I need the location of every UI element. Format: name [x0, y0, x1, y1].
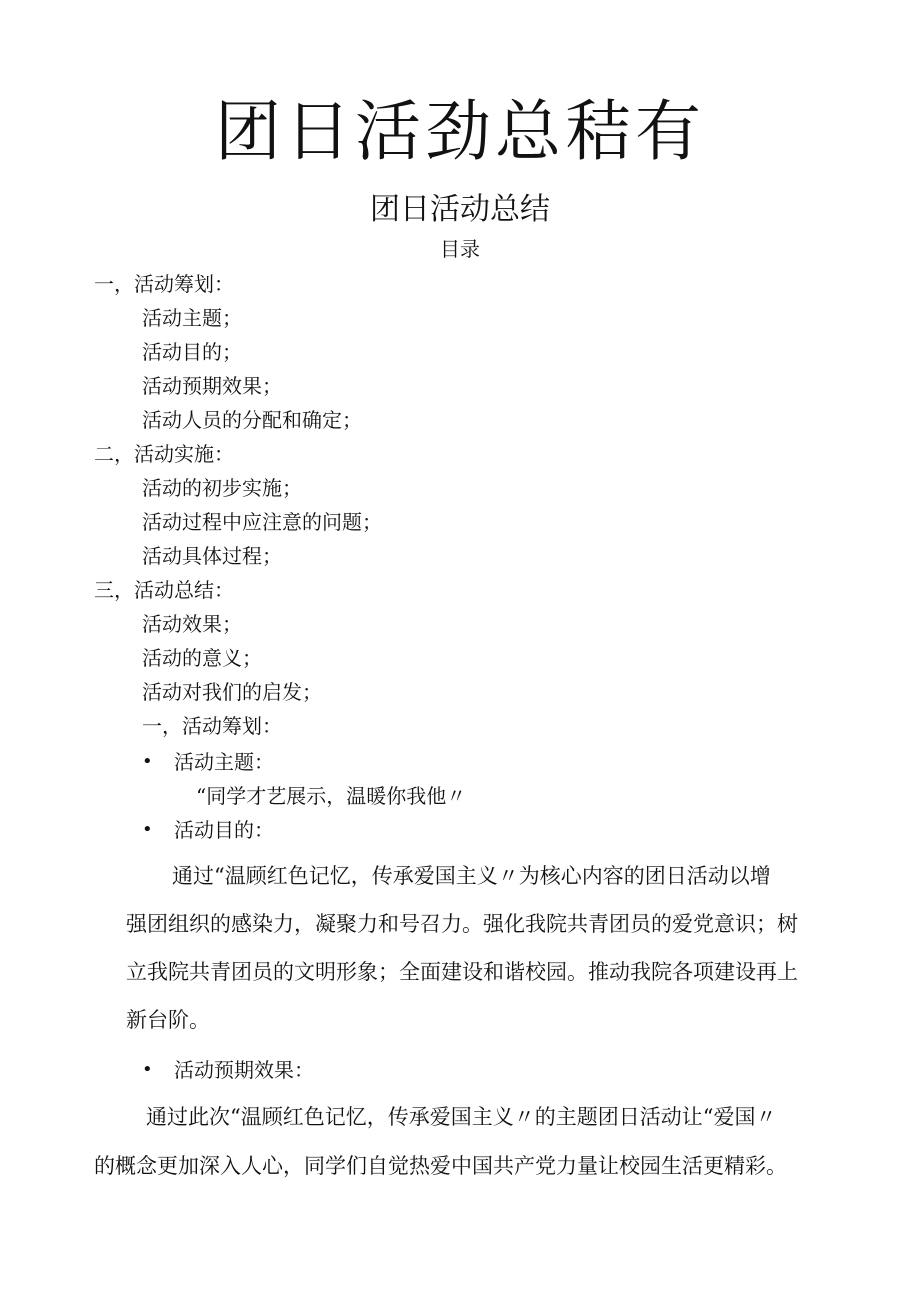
- toc-section-3: 三，活动总结：: [94, 578, 234, 602]
- toc-item: 活动目的；: [142, 340, 242, 364]
- effect-paragraph-line: 通过此次“温顾红色记忆，传承爱国主义〃的主题团日活动让“爱国〃: [146, 1105, 777, 1129]
- document-title: 团日活劲总秸有: [215, 93, 705, 170]
- toc-item: 活动主题；: [142, 306, 242, 330]
- theme-label: 活动主题：: [174, 750, 274, 774]
- toc-item: 活动人员的分配和确定；: [142, 408, 362, 432]
- document-subtitle: 团日活动总结: [370, 192, 550, 227]
- bullet-icon: •: [142, 751, 153, 772]
- purpose-paragraph-line: 新台阶。: [126, 1008, 210, 1032]
- toc-item: 活动的初步实施；: [142, 476, 302, 500]
- effect-label: 活动预期效果：: [174, 1058, 314, 1082]
- toc-item: 活动对我们的启发；: [142, 680, 322, 704]
- purpose-paragraph-line: 通过“温顾红色记忆，传承爱国主义〃为核心内容的团日活动以增: [172, 864, 771, 888]
- toc-item: 活动的意义；: [142, 646, 262, 670]
- toc-item: 活动具体过程；: [142, 544, 282, 568]
- bullet-icon: •: [142, 819, 153, 840]
- purpose-paragraph-line: 立我院共青团员的文明形象；全面建设和谐校园。推动我院各项建设再上: [126, 960, 798, 984]
- toc-item: 活动过程中应注意的问题；: [142, 510, 382, 534]
- purpose-paragraph-line: 强团组织的感染力，凝聚力和号召力。强化我院共青团员的爱党意识；树: [126, 912, 798, 936]
- toc-item: 活动效果；: [142, 612, 242, 636]
- purpose-label: 活动目的：: [174, 818, 274, 842]
- effect-paragraph-line: 的概念更加深入人心，同学们自觉热爱中国共产党力量让校园生活更精彩。: [94, 1154, 787, 1178]
- bullet-icon: •: [142, 1059, 153, 1080]
- section-heading: 一，活动筹划：: [142, 714, 282, 738]
- toc-label: 目录: [440, 237, 480, 261]
- toc-item: 活动预期效果；: [142, 374, 282, 398]
- toc-section-1: 一，活动筹划：: [94, 272, 234, 296]
- theme-quote: “同学才艺展示，温暖你我他〃: [196, 784, 467, 808]
- toc-section-2: 二，活动实施：: [94, 442, 234, 466]
